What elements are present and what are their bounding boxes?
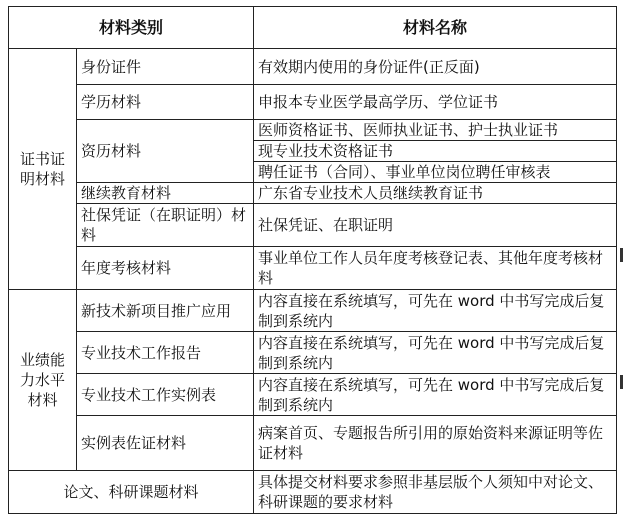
sub-social-security: 社保凭证（在职证明）材料 <box>77 204 254 247</box>
table-row <box>9 85 617 120</box>
item-tech-report: 内容直接在系统填写，可先在 word 中书写完成后复制到系统内 <box>254 332 617 374</box>
table-row <box>9 120 617 141</box>
item-continuing-edu: 广东省专业技术人员继续教育证书 <box>254 183 617 204</box>
item-case-evidence: 病案首页、专题报告所引用的原始资料来源证明等佐证材料 <box>254 416 617 471</box>
sub-tech-case: 专业技术工作实例表 <box>77 374 254 416</box>
scroll-marker <box>620 248 623 262</box>
group-certificates: 证书证明材料 <box>9 49 77 290</box>
item-social-security: 社保凭证、在职证明 <box>254 204 617 247</box>
sub-id-card: 身份证件 <box>77 49 254 85</box>
header-row <box>9 7 617 49</box>
table-row <box>9 247 617 290</box>
sub-continuing-edu: 继续教育材料 <box>77 183 254 204</box>
sub-tech-report: 专业技术工作报告 <box>77 332 254 374</box>
header-category: 材料类别 <box>9 7 254 49</box>
item-tech-case: 内容直接在系统填写，可先在 word 中书写完成后复制到系统内 <box>254 374 617 416</box>
table-row <box>9 471 617 514</box>
item-papers: 具体提交材料要求参照非基层版个人须知中对论文、科研课题的要求材料 <box>254 471 617 514</box>
header-name: 材料名称 <box>254 7 617 49</box>
table-row <box>9 290 617 332</box>
item-education: 申报本专业医学最高学历、学位证书 <box>254 85 617 120</box>
table-row <box>9 204 617 247</box>
item-qualification-3: 聘任证书（合同）、事业单位岗位聘任审核表 <box>254 162 617 183</box>
item-qualification-2: 现专业技术资格证书 <box>254 141 617 162</box>
table-row <box>9 49 617 85</box>
item-id-card: 有效期内使用的身份证件(正反面) <box>254 49 617 85</box>
sub-papers: 论文、科研课题材料 <box>9 471 254 514</box>
item-annual-review: 事业单位工作人员年度考核登记表、其他年度考核材料 <box>254 247 617 290</box>
table-row <box>9 374 617 416</box>
table-row <box>9 332 617 374</box>
item-new-tech: 内容直接在系统填写，可先在 word 中书写完成后复制到系统内 <box>254 290 617 332</box>
table-row <box>9 416 617 471</box>
group-performance: 业绩能力水平材料 <box>9 290 77 471</box>
sub-qualification: 资历材料 <box>77 120 254 183</box>
sub-education: 学历材料 <box>77 85 254 120</box>
scroll-marker <box>620 375 623 389</box>
sub-annual-review: 年度考核材料 <box>77 247 254 290</box>
sub-case-evidence: 实例表佐证材料 <box>77 416 254 471</box>
item-qualification-1: 医师资格证书、医师执业证书、护士执业证书 <box>254 120 617 141</box>
materials-table <box>8 6 617 514</box>
table-row <box>9 183 617 204</box>
sub-new-tech: 新技术新项目推广应用 <box>77 290 254 332</box>
